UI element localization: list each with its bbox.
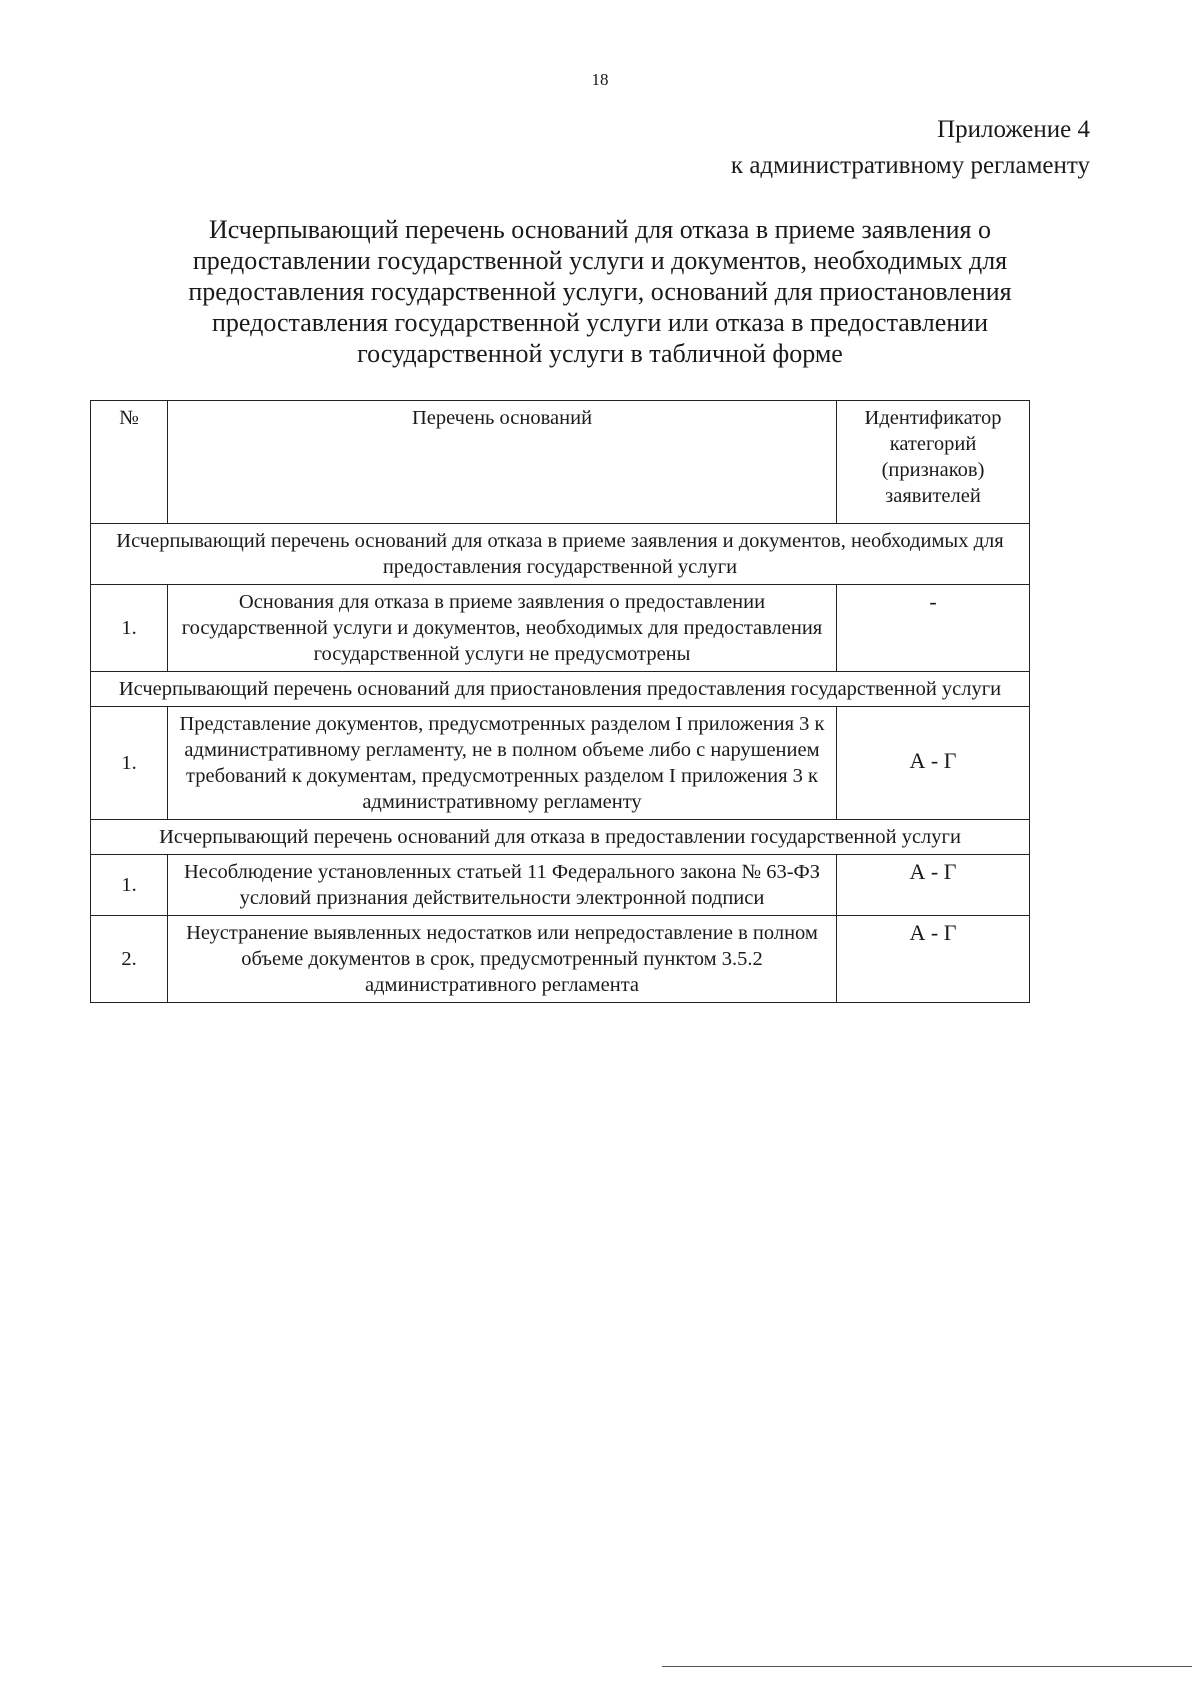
row-identifier: А - Г: [837, 707, 1030, 820]
appendix-reference: к административному регламенту: [730, 152, 1090, 179]
row-identifier: -: [837, 585, 1030, 672]
header-identifier: Идентификатор категорий (признаков) заявителей: [837, 401, 1030, 524]
row-number: 1.: [91, 855, 168, 916]
row-identifier: А - Г: [837, 916, 1030, 1003]
section-heading: Исчерпывающий перечень оснований для отказа в предоставлении государственной услуги: [91, 820, 1030, 855]
document-title: Исчерпывающий перечень оснований для отказа в приеме заявления о предоставлении государственной услуги и документов, необходимых для предоставления государственной услуги, оснований для приостановления предоставления государственной услуги или отказа в предоставлении государственной услуги в табличной форме: [188, 215, 1012, 368]
footer-rule: [662, 1666, 1192, 1667]
table-row: [91, 916, 1030, 1003]
row-identifier: А - Г: [837, 855, 1030, 916]
table-row: [91, 855, 1030, 916]
table-header-row: [91, 401, 1030, 524]
header-number: №: [91, 401, 168, 524]
row-grounds-text: Основания для отказа в приеме заявления о предоставлении государственной услуги и документов, необходимых для предоставления государственной услуги не предусмотрены: [168, 585, 837, 672]
row-number: 1.: [91, 585, 168, 672]
row-number: 1.: [91, 707, 168, 820]
page-number: 18: [591, 70, 609, 89]
row-grounds-text: Неустранение выявленных недостатков или непредоставление в полном объеме документов в срок, предусмотренный пунктом 3.5.2 административного регламента: [168, 916, 837, 1003]
section-heading-row: [91, 672, 1030, 707]
section-heading-row: [91, 524, 1030, 585]
appendix-number: Приложение 4: [937, 116, 1090, 143]
row-number: 2.: [91, 916, 168, 1003]
row-grounds-text: Представление документов, предусмотренных разделом I приложения 3 к административному регламенту, не в полном объеме либо с нарушением требований к документам, предусмотренных разделом I приложения 3 к административному регламенту: [168, 707, 837, 820]
section-heading: Исчерпывающий перечень оснований для приостановления предоставления государственной услуги: [91, 672, 1030, 707]
header-grounds: Перечень оснований: [168, 401, 837, 524]
section-heading-row: [91, 820, 1030, 855]
table-row: [91, 585, 1030, 672]
row-grounds-text: Несоблюдение установленных статьей 11 Федерального закона № 63-ФЗ условий признания действительности электронной подписи: [168, 855, 837, 916]
grounds-table: [90, 400, 1030, 1003]
table-row: [91, 707, 1030, 820]
section-heading: Исчерпывающий перечень оснований для отказа в приеме заявления и документов, необходимых для предоставления государственной услуги: [91, 524, 1030, 585]
appendix-caption: [731, 112, 1090, 184]
